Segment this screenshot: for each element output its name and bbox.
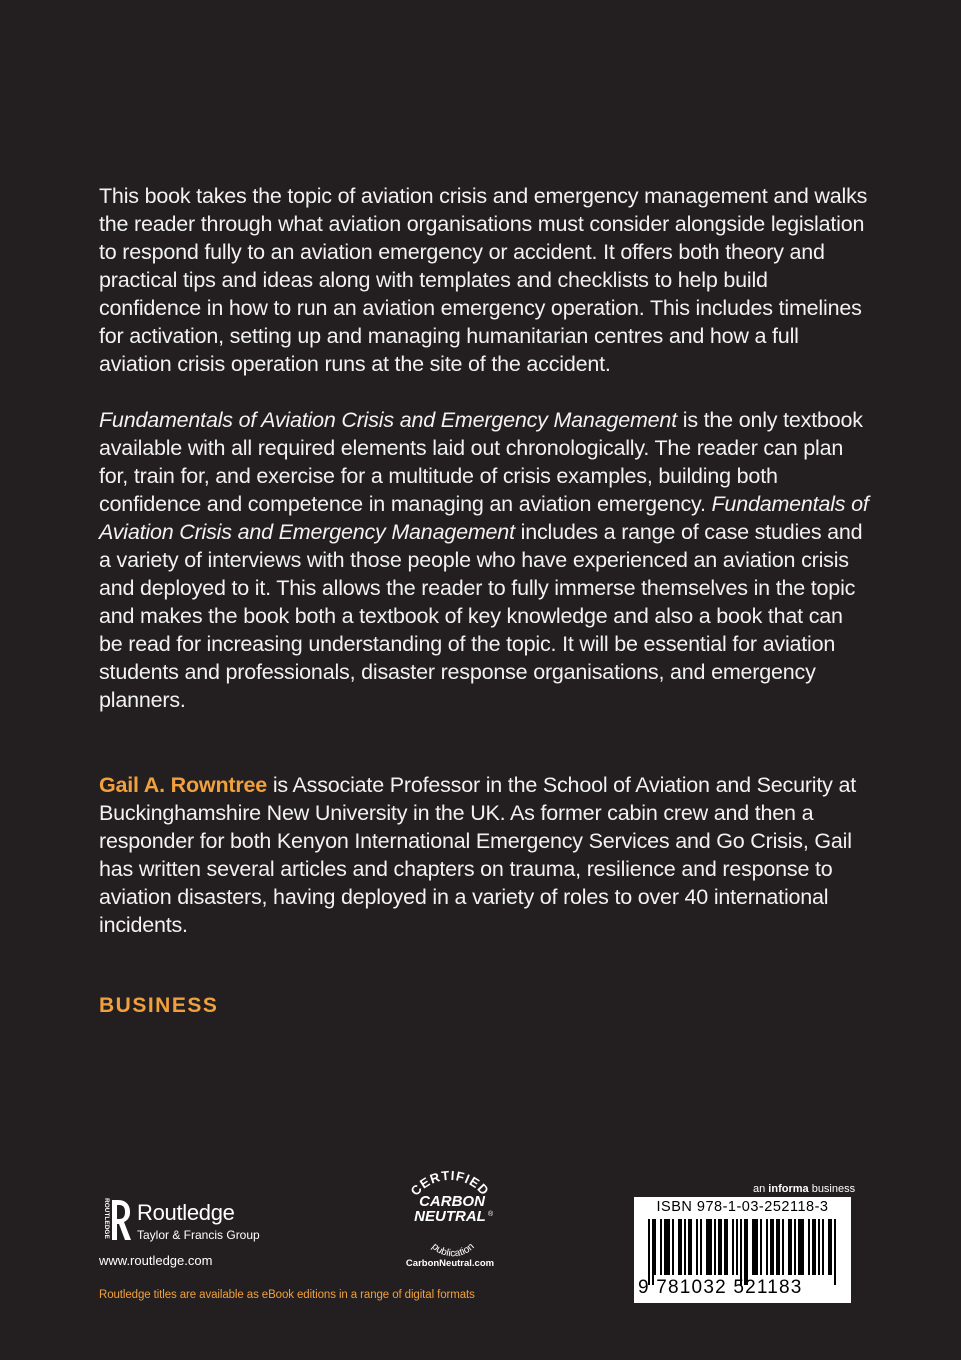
carbon-badge-mark: ®: [488, 1211, 494, 1218]
barcode-bar: [822, 1219, 824, 1275]
barcode-bar: [798, 1219, 800, 1275]
publisher-logo-text: ROUTLEDGE: [103, 1198, 110, 1239]
barcode-bar: [812, 1219, 814, 1275]
informa-note: [753, 1183, 855, 1195]
barcode-bar: [756, 1219, 758, 1275]
barcode-bar: [678, 1219, 680, 1275]
carbon-badge-line2: NEUTRAL: [414, 1208, 486, 1225]
barcode-bar: [710, 1219, 712, 1275]
barcode-bar: [688, 1219, 690, 1275]
barcode-bar: [700, 1219, 702, 1275]
informa-prefix: an: [753, 1183, 769, 1195]
carbon-badge-sub: publication: [429, 1241, 477, 1260]
barcode-bar: [790, 1219, 792, 1275]
barcode-bar: [726, 1219, 728, 1275]
barcode-bar: [654, 1219, 656, 1275]
publisher-block: [99, 1196, 399, 1246]
book-title-italic: Fundamentals of Aviation Crisis and Emergency Management: [99, 492, 869, 544]
isbn-number: ISBN 978-1-03-252118-3: [656, 1199, 829, 1215]
routledge-logo-icon: [99, 1196, 133, 1246]
author-bio: [99, 771, 869, 939]
barcode-bar: [684, 1219, 686, 1275]
isbn-barcode: [634, 1197, 851, 1303]
barcode-bar: [718, 1219, 720, 1275]
book-title-italic: Fundamentals of Aviation Crisis and Emergency Management: [99, 408, 677, 432]
carbon-neutral-badge-icon: [390, 1158, 510, 1278]
barcode-bar: [736, 1219, 738, 1275]
description-text: is the only textbook available with all required elements laid out chronologically. The reader can plan for, train for, and exercise for a multitude of crisis examples, building both confidence and competence in managing an aviation emergency.: [99, 408, 863, 516]
informa-brand: informa: [768, 1183, 809, 1195]
barcode-bar: [830, 1219, 832, 1275]
barcode-bar: [648, 1219, 650, 1285]
barcode-bar: [714, 1219, 716, 1275]
barcode-bar: [664, 1219, 666, 1275]
ebook-note: Routledge titles are available as eBook editions in a range of digital formats: [99, 1289, 475, 1301]
barcode-bar: [776, 1219, 778, 1275]
description-paragraph-1: This book takes the topic of aviation crisis and emergency management and walks the reader through what aviation organisations must consider alongside legislation to respond fully to an aviation emergency or accident. It offers both theory and practical tips and ideas along with templates and checklists to help build confidence in how to run an aviation emergency operation. This includes timelines for activation, setting up and managing humanitarian centres and how a full aviation crisis operation runs at the site of the accident.: [99, 184, 868, 376]
barcode-bar: [770, 1219, 772, 1275]
barcode-bar: [834, 1219, 836, 1285]
barcode-bar: [794, 1219, 796, 1275]
barcode-bar: [660, 1219, 662, 1275]
barcode-bar: [680, 1219, 682, 1275]
barcode-bar: [696, 1219, 698, 1275]
carbon-badge-url: CarbonNeutral.com: [405, 1258, 495, 1269]
barcode-bar: [808, 1219, 810, 1275]
barcode-bar: [708, 1219, 710, 1275]
barcode-bar: [778, 1219, 780, 1275]
barcode-bar: [788, 1219, 790, 1275]
barcode-bar: [720, 1219, 722, 1275]
author-name: Gail A. Rowntree: [99, 773, 268, 797]
publisher-group: Taylor & Francis Group: [137, 1228, 260, 1242]
barcode-bar: [732, 1219, 734, 1275]
carbon-badge-top: CERTIFIED: [407, 1167, 493, 1199]
author-bio-text: is Associate Professor in the School of Aviation and Security at Buckinghamshire New University in the UK. As former cabin crew and then a responder for both Kenyon International Emergency Services and Go Crisis, Gail has written several articles and chapters on trauma, resilience and response to aviation disasters, having deployed in a variety of roles to over 40 international incidents.: [99, 773, 856, 937]
barcode-bar: [814, 1219, 816, 1275]
barcode-bar: [752, 1219, 754, 1275]
svg-text:publication: [429, 1241, 476, 1259]
description-paragraph-2: [99, 406, 869, 714]
barcode-bar: [740, 1219, 742, 1285]
description-text: includes a range of case studies and a variety of interviews with those people who have experienced an aviation crisis and deployed to it. This allows the reader to fully immerse themselves in the topic and makes the book both a textbook of key knowledge and also a book that can be read for increasing understanding of the topic. It will be essential for aviation students and professionals, disaster response organisations, and emergency planners.: [99, 520, 863, 712]
publisher-url: www.routledge.com: [99, 1253, 213, 1268]
barcode-digits: 9 781032 521183: [638, 1277, 803, 1298]
barcode-bar: [652, 1219, 654, 1285]
barcode-bar: [672, 1219, 674, 1275]
subject-category: BUSINESS: [99, 994, 219, 1017]
barcode-bar: [800, 1219, 802, 1275]
publisher-name: Routledge: [137, 1200, 235, 1225]
barcode-bar: [754, 1219, 756, 1275]
carbon-badge-line1: CARBON: [419, 1193, 485, 1210]
barcode-bar: [802, 1219, 804, 1275]
barcode-bar: [724, 1219, 726, 1275]
barcode-bar: [760, 1219, 762, 1275]
book-description: [99, 182, 869, 742]
barcode-bar: [744, 1219, 746, 1285]
barcode-bar: [828, 1219, 830, 1275]
informa-suffix: business: [808, 1183, 856, 1195]
barcode-bar: [818, 1219, 820, 1275]
barcode-bar: [766, 1219, 768, 1275]
barcode-bar: [706, 1219, 708, 1275]
barcode-bar: [668, 1219, 670, 1275]
barcode-bar: [746, 1219, 748, 1285]
barcode-bar: [772, 1219, 774, 1275]
barcode-bar: [666, 1219, 668, 1275]
barcode-bar: [690, 1219, 692, 1275]
barcode-bar: [782, 1219, 784, 1275]
